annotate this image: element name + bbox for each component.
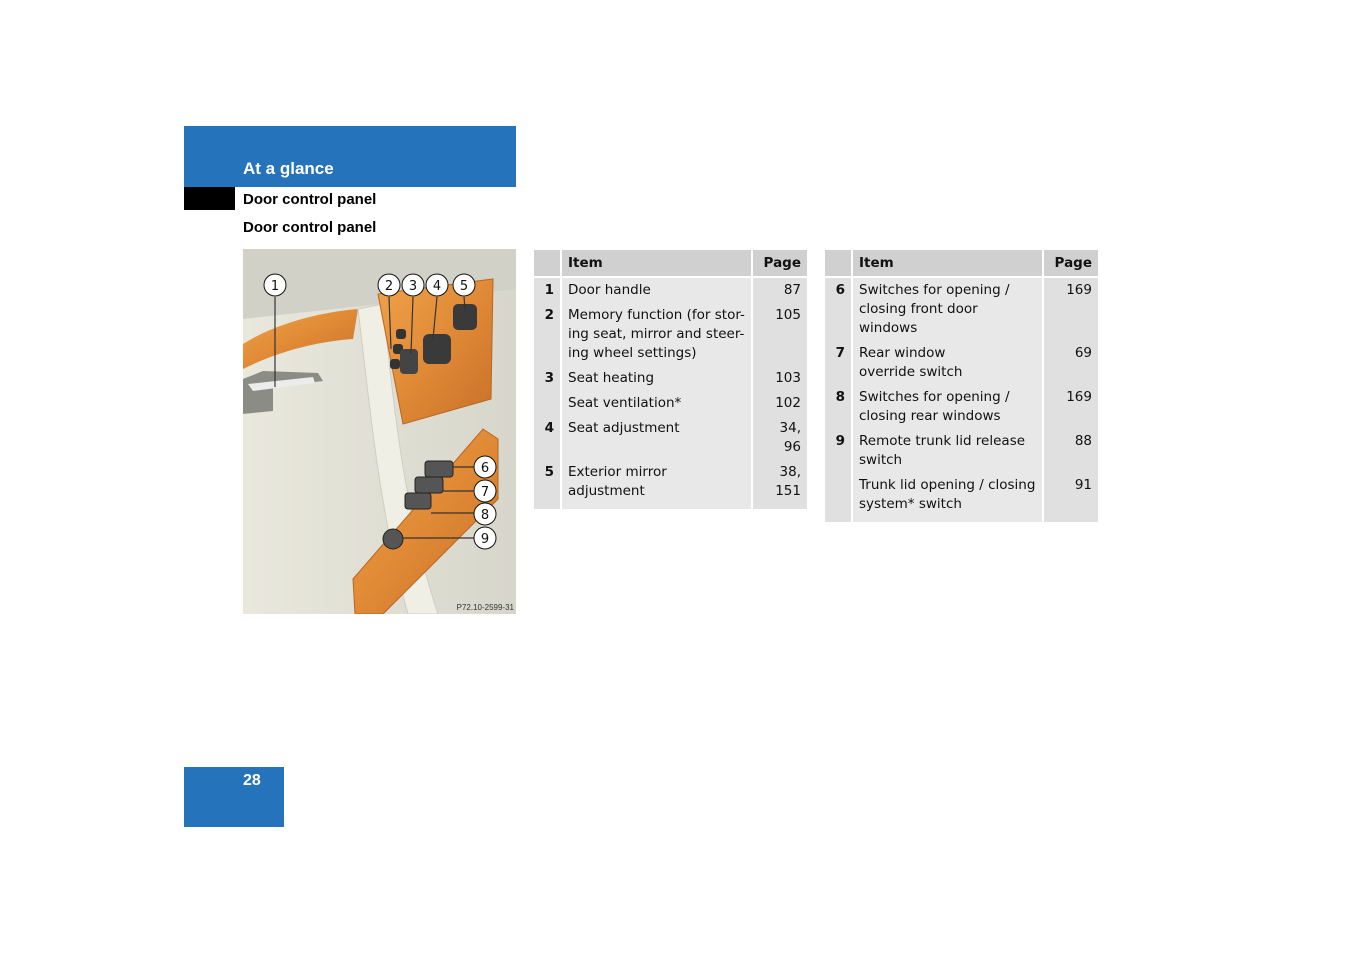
door-panel-illustration (243, 249, 516, 614)
callout-1: 1 (270, 279, 280, 294)
table-row (534, 366, 807, 391)
item-number: 6 (825, 277, 852, 341)
callout-5: 5 (459, 279, 469, 294)
item-description: Switches for opening / closing rear windows (852, 385, 1043, 429)
item-page: 87 (752, 277, 807, 303)
item-page: 88 (1043, 429, 1098, 473)
table-row (825, 341, 1098, 385)
item-number (534, 391, 561, 416)
table-header-row (534, 250, 807, 277)
item-page: 169 (1043, 385, 1098, 429)
item-page: 34, 96 (752, 416, 807, 460)
item-number: 4 (534, 416, 561, 460)
header-page: Page (752, 250, 807, 277)
item-number: 3 (534, 366, 561, 391)
item-number (825, 473, 852, 522)
table-row (534, 460, 807, 509)
header-num-cell (534, 250, 561, 277)
item-number: 1 (534, 277, 561, 303)
callout-6: 6 (480, 461, 490, 476)
figure-reference-code: P72.10-2599-31 (456, 603, 514, 612)
callout-2: 2 (384, 279, 394, 294)
item-number: 7 (825, 341, 852, 385)
item-page: 102 (752, 391, 807, 416)
item-description: Seat adjustment (561, 416, 752, 460)
subsection-title: Door control panel (243, 191, 377, 208)
item-description: Trunk lid opening / closing system* switch (852, 473, 1043, 522)
item-page: 169 (1043, 277, 1098, 341)
item-description: Door handle (561, 277, 752, 303)
page-number: 28 (243, 772, 261, 789)
table-row (825, 385, 1098, 429)
callout-3: 3 (408, 279, 418, 294)
item-page: 38, 151 (752, 460, 807, 509)
item-description: Memory function (for stor- ing seat, mirror and steer- ing wheel settings) (561, 303, 752, 366)
item-number: 5 (534, 460, 561, 509)
callout-4: 4 (432, 279, 442, 294)
callout-7: 7 (480, 485, 490, 500)
table-row (534, 303, 807, 366)
header-item: Item (852, 250, 1043, 277)
section-tab-marker (184, 187, 235, 210)
item-page: 69 (1043, 341, 1098, 385)
item-description: Rear window override switch (852, 341, 1043, 385)
item-number: 2 (534, 303, 561, 366)
table-row (825, 429, 1098, 473)
table-row (825, 277, 1098, 341)
item-number: 8 (825, 385, 852, 429)
item-page: 91 (1043, 473, 1098, 522)
callout-9: 9 (480, 532, 490, 547)
callout-8: 8 (480, 508, 490, 523)
section-title: At a glance (243, 159, 334, 178)
item-page: 103 (752, 366, 807, 391)
table-row (825, 473, 1098, 522)
item-description: Seat ventilation* (561, 391, 752, 416)
table-row (534, 277, 807, 303)
header-band (184, 126, 516, 187)
table-row (534, 416, 807, 460)
item-table-2 (825, 250, 1098, 522)
item-table-1 (534, 250, 807, 509)
table-header-row (825, 250, 1098, 277)
section-heading: Door control panel (243, 219, 377, 236)
page-number-box (184, 767, 284, 827)
item-description: Remote trunk lid release switch (852, 429, 1043, 473)
header-item: Item (561, 250, 752, 277)
item-description: Switches for opening / closing front door windows (852, 277, 1043, 341)
item-page: 105 (752, 303, 807, 366)
table-row (534, 391, 807, 416)
item-number: 9 (825, 429, 852, 473)
item-description: Seat heating (561, 366, 752, 391)
item-description: Exterior mirror adjustment (561, 460, 752, 509)
header-page: Page (1043, 250, 1098, 277)
header-num-cell (825, 250, 852, 277)
